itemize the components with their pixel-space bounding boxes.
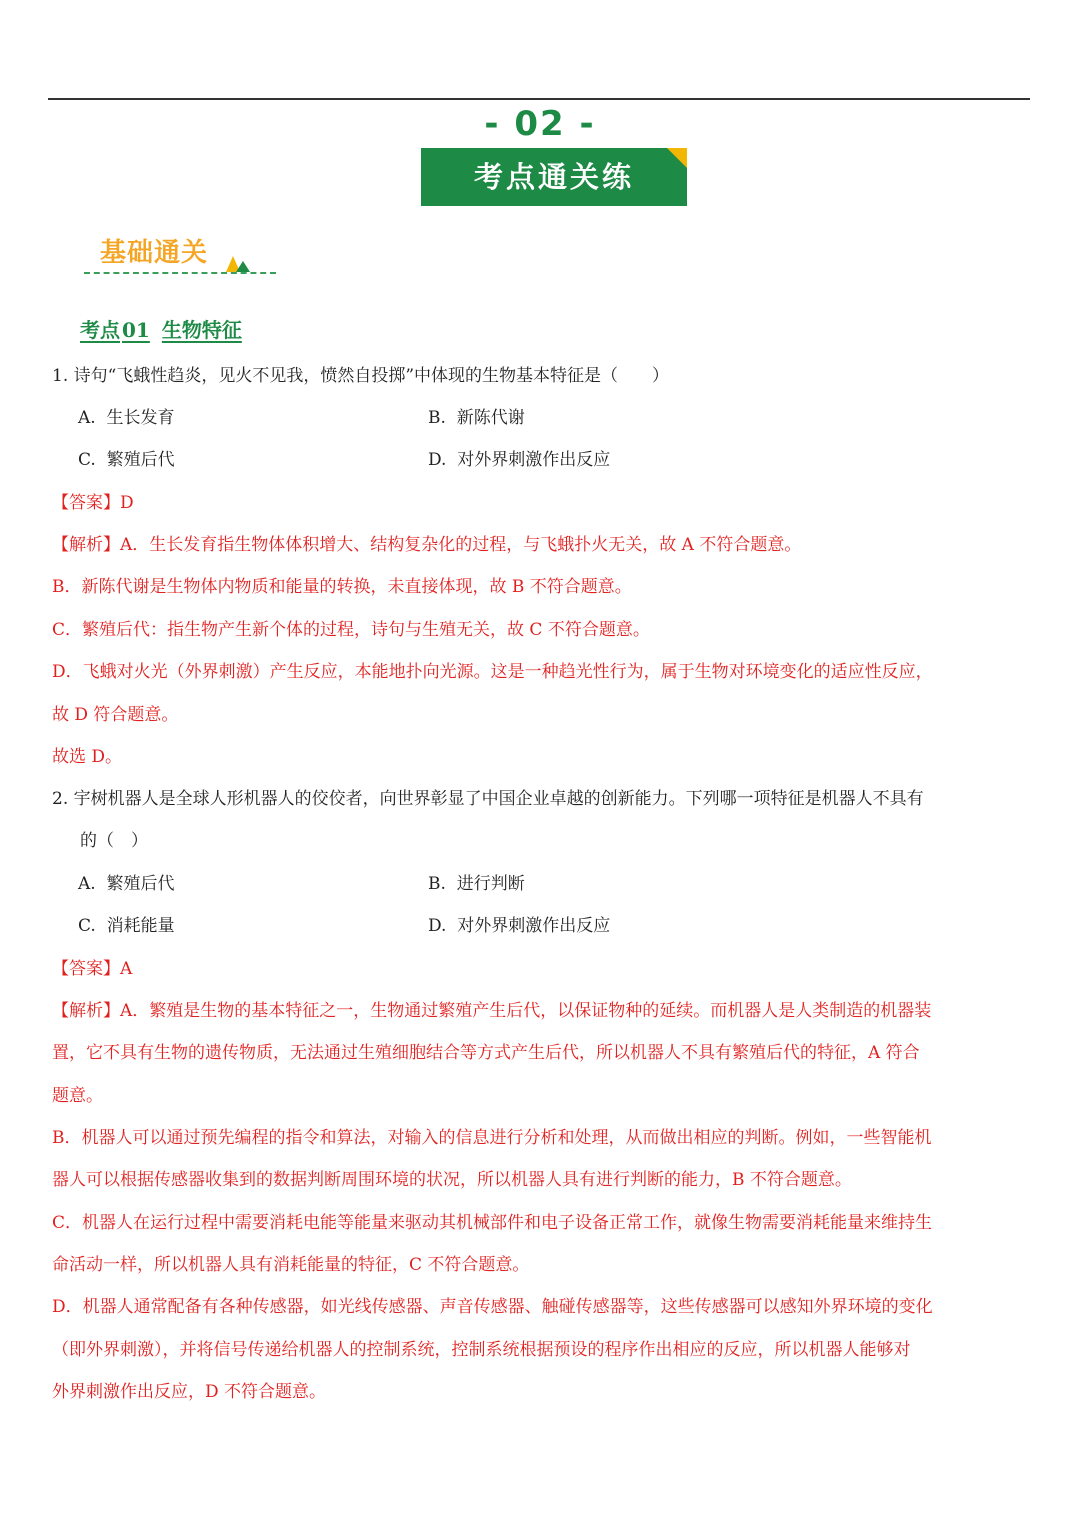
q2-analysis-line-2: 置，它不具有生物的遗传物质，无法通过生殖细胞结合等方式产生后代，所以机器人不具有繁殖后代的特征，A 符合 <box>52 1043 920 1063</box>
banner-title: 考点通关练 <box>473 160 634 194</box>
section-number: - 02 - <box>484 104 596 144</box>
kaodian-heading <box>80 314 242 343</box>
q1-option-b: B. 新陈代谢 <box>428 408 525 428</box>
question-stem-text: 宇树机器人是全球人形机器人的佼佼者，向世界彰显了中国企业卓越的创新能力。下列哪一项特征是机器人不具有 <box>73 789 924 809</box>
q1-analysis-line-1: 【解析】A．生长发育指生物体体积增大、结构复杂化的过程，与飞蛾扑火无关，故 A 不符合题意。 <box>52 535 802 555</box>
section-banner <box>421 148 687 206</box>
question-2-stem-cont: 的（ ） <box>80 831 148 851</box>
q2-option-c: C. 消耗能量 <box>78 916 175 936</box>
q1-answer: 【答案】D <box>52 493 134 513</box>
banner-corner-decoration <box>667 148 687 168</box>
question-number: 2. <box>52 789 69 809</box>
question-stem-text: 诗句“飞蛾性趋炎，见火不见我，愤然自投掷”中体现的生物基本特征是（ ） <box>73 366 670 386</box>
q1-option-d: D. 对外界刺激作出反应 <box>428 450 611 470</box>
question-1-stem <box>52 364 669 388</box>
q2-option-b: B. 进行判断 <box>428 874 525 894</box>
q2-analysis-line-9: （即外界刺激），并将信号传递给机器人的控制系统，控制系统根据预设的程序作出相应的反应，所以机器人能够对 <box>52 1340 911 1360</box>
q2-option-a: A. 繁殖后代 <box>78 874 175 894</box>
basic-label-underline <box>84 272 276 274</box>
q1-analysis-line-2: B．新陈代谢是生物体内物质和能量的转换，未直接体现，故 B 不符合题意。 <box>52 577 632 597</box>
q2-answer: 【答案】A <box>52 959 133 979</box>
question-2-stem <box>52 787 924 811</box>
q1-analysis-line-6: 故选 D。 <box>52 747 123 767</box>
question-number: 1. <box>52 366 69 386</box>
q1-analysis-line-5: 故 D 符合题意。 <box>52 705 179 725</box>
q2-analysis-line-3: 题意。 <box>52 1086 103 1106</box>
q2-option-d: D. 对外界刺激作出反应 <box>428 916 611 936</box>
kaodian-label: 考点 <box>80 318 120 342</box>
basic-section-label: 基础通关 <box>100 238 209 268</box>
q2-analysis-line-10: 外界刺激作出反应，D 不符合题意。 <box>52 1382 327 1402</box>
q1-analysis-line-3: C．繁殖后代：指生物产生新个体的过程，诗句与生殖无关，故 C 不符合题意。 <box>52 620 650 640</box>
kaodian-number: 01 <box>122 318 150 342</box>
q2-analysis-line-1: 【解析】A．繁殖是生物的基本特征之一，生物通过繁殖产生后代，以保证物种的延续。而机器人是人类制造的机器装 <box>52 1001 932 1021</box>
q2-analysis-line-4: B．机器人可以通过预先编程的指令和算法，对输入的信息进行分析和处理，从而做出相应的判断。例如，一些智能机 <box>52 1128 932 1148</box>
q2-analysis-line-8: D．机器人通常配备有各种传感器，如光线传感器、声音传感器、触碰传感器等，这些传感器可以感知外界环境的变化 <box>52 1297 933 1317</box>
top-divider <box>48 98 1030 100</box>
q1-option-c: C. 繁殖后代 <box>78 450 175 470</box>
q2-analysis-line-6: C．机器人在运行过程中需要消耗电能等能量来驱动其机械部件和电子设备正常工作，就像生物需要消耗能量来维持生 <box>52 1213 933 1233</box>
kaodian-title: 生物特征 <box>161 318 242 342</box>
q1-analysis-line-4: D．飞蛾对火光（外界刺激）产生反应，本能地扑向光源。这是一种趋光性行为，属于生物对环境变化的适应性反应， <box>52 662 933 682</box>
mountain-small-icon <box>236 261 250 272</box>
q2-analysis-line-7: 命活动一样，所以机器人具有消耗能量的特征，C 不符合题意。 <box>52 1255 530 1275</box>
q1-option-a: A. 生长发育 <box>78 408 175 428</box>
q2-analysis-line-5: 器人可以根据传感器收集到的数据判断周围环境的状况，所以机器人具有进行判断的能力，B 不符合题意。 <box>52 1170 852 1190</box>
